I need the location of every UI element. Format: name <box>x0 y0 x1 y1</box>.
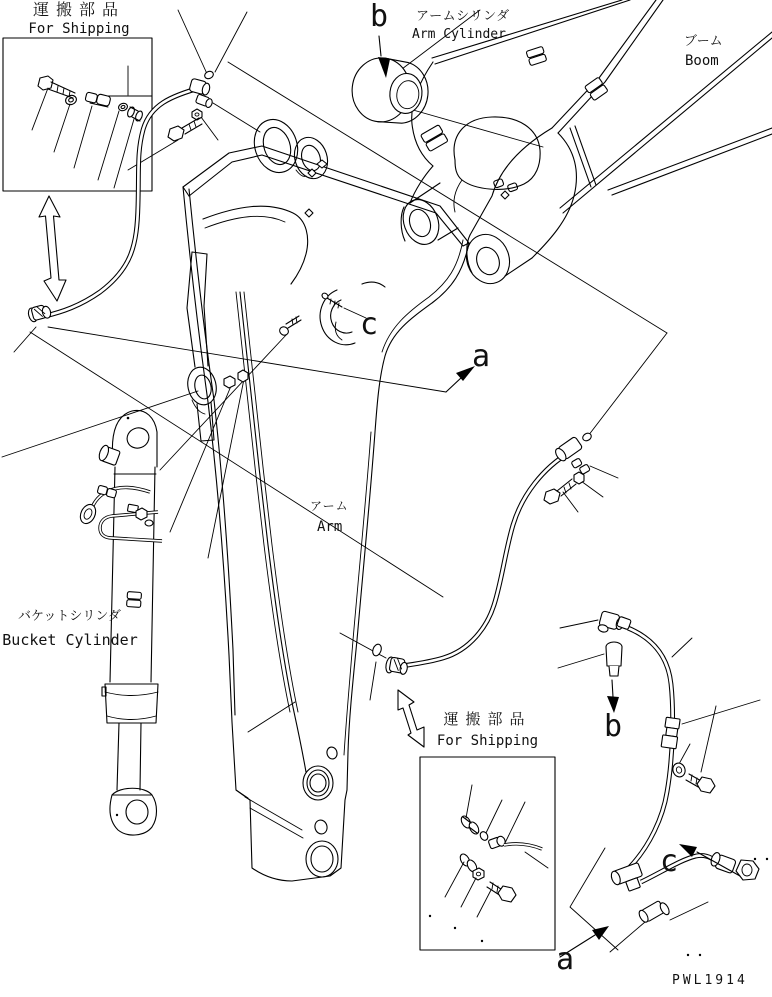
bottom-right-piping <box>560 611 759 957</box>
section-marker-b-top: b <box>370 0 389 34</box>
bolt-br <box>686 774 715 793</box>
bucket-cylinder-label-en: Bucket Cylinder <box>2 631 138 649</box>
shipping-bottom-parts <box>445 785 548 917</box>
nut-top <box>192 109 202 120</box>
section-marker-a-top: a <box>472 339 491 374</box>
o-ring-right <box>581 432 592 443</box>
arm-bolt <box>278 316 301 337</box>
section-marker-a-bottom: a <box>556 942 575 977</box>
plug-fitting-br <box>606 642 622 676</box>
arm-label-en: Arm <box>317 519 343 535</box>
union-fitting-br <box>637 898 671 927</box>
shipping-bottom-label-jp: 運搬部品 <box>443 710 532 728</box>
section-marker-c-top: c <box>360 307 379 342</box>
pipe-clamp-2 <box>584 77 608 101</box>
bolt-top <box>168 118 202 141</box>
grease-screw <box>321 292 342 308</box>
pipe-clamp-1 <box>526 46 547 66</box>
inline-fitting-br <box>661 717 680 749</box>
arm-structure <box>183 114 469 881</box>
elbow-fitting-arm-end <box>385 656 409 675</box>
arm-foot <box>232 702 347 881</box>
boom-label-en: Boom <box>685 53 719 69</box>
tee-fitting-br <box>610 862 646 895</box>
arm-label-jp: アーム <box>310 499 349 513</box>
bucket-cylinder-label-jp: バケットシリンダ <box>18 609 121 624</box>
arm-cylinder-bushing <box>349 55 431 127</box>
shipping-top-parts <box>32 76 144 188</box>
double-arrow-left-icon <box>39 196 66 301</box>
elbow-fitting-br2 <box>709 851 737 873</box>
shipping-top-label-jp: 運搬部品 <box>32 0 125 19</box>
banjo-fitting-top <box>189 78 211 96</box>
drawing-number: PWL1914 <box>672 973 748 988</box>
arm-cylinder-label-jp: アームシリンダ <box>416 9 510 24</box>
shipping-top-label-en: For Shipping <box>28 21 130 37</box>
arm-side-bracket <box>184 252 219 441</box>
section-marker-c-bottom: c <box>660 844 679 879</box>
boom-label-jp: ブーム <box>684 34 723 49</box>
elbow-fitting-left-end <box>27 303 52 322</box>
shipping-box-bottom <box>398 690 555 950</box>
elbow-fitting-top <box>195 94 213 108</box>
pipe-clamp-3 <box>420 125 448 152</box>
leader-lines <box>2 10 760 952</box>
arm-hose-right <box>371 432 592 676</box>
o-ring-top <box>203 70 214 80</box>
shipping-box-top <box>3 38 152 191</box>
bolt-right <box>544 479 576 504</box>
arm-cylinder-label-en: Arm Cylinder <box>412 27 506 42</box>
banjo-bolt-br <box>736 860 759 880</box>
arrow-a-top-icon <box>446 366 475 392</box>
section-marker-b-bottom: b <box>604 709 623 744</box>
washer-br <box>671 761 687 778</box>
shipping-bottom-label-en: For Shipping <box>436 733 539 749</box>
double-arrow-bottom-icon <box>398 690 424 747</box>
shipping-bottom-bolt <box>487 882 516 902</box>
